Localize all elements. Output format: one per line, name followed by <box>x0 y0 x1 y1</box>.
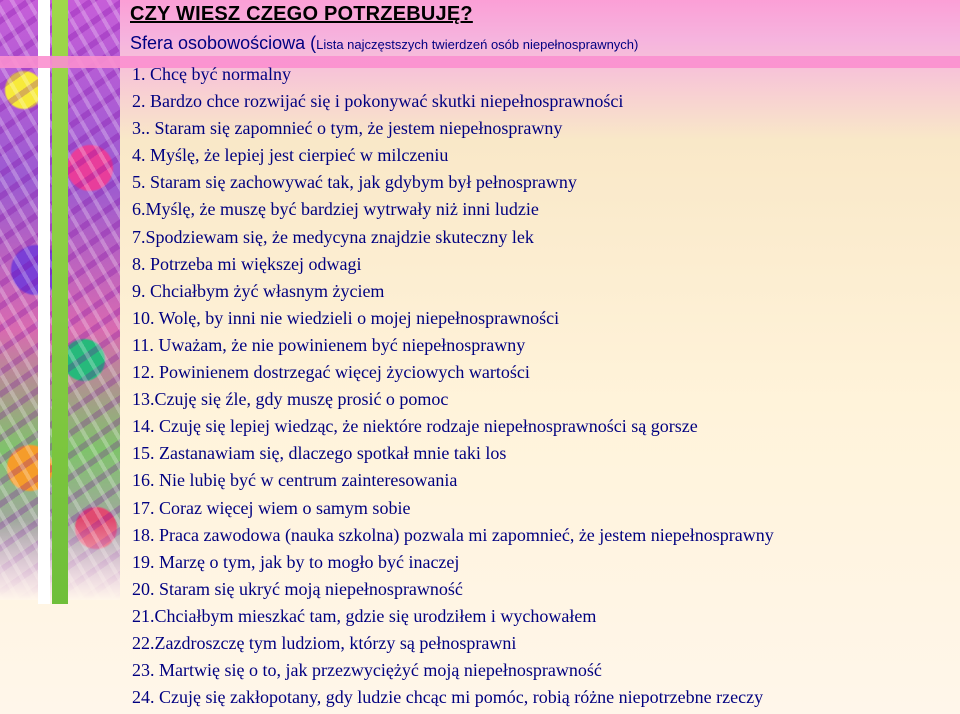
page-title: CZY WIESZ CZEGO POTRZEBUJĘ? <box>130 3 473 25</box>
list-item: 18. Praca zawodowa (nauka szkolna) pozwala mi zapomnieć, że jestem niepełnosprawny <box>132 524 774 545</box>
statement-list <box>132 61 774 711</box>
list-item: 12. Powinienem dostrzegać więcej życiowych wartości <box>132 362 530 383</box>
list-item: 24. Czuję się zakłopotany, gdy ludzie chcąc mi pomóc, robią różne niepotrzebne rzeczy <box>132 687 764 708</box>
subtitle-note: Lista najczęstszych twierdzeń osób niepełnosprawnych) <box>316 37 639 52</box>
list-item: 1. Chcę być normalny <box>132 64 291 84</box>
list-item: 21.Chciałbym mieszkać tam, gdzie się urodziłem i wychowałem <box>132 605 597 626</box>
subtitle-main: Sfera osobowościowa ( <box>130 33 317 53</box>
list-item: 19. Marzę o tym, jak by to mogło być inaczej <box>132 551 460 572</box>
list-item: 15. Zastanawiam się, dlaczego spotkał mnie taki los <box>132 443 507 464</box>
list-item: 6.Myślę, że muszę być bardziej wytrwały niż inni ludzie <box>132 199 539 220</box>
list-item: 9. Chciałbym żyć własnym życiem <box>132 280 385 301</box>
list-item: 3.. Staram się zapomnieć o tym, że jestem niepełnosprawny <box>132 118 563 139</box>
list-item: 17. Coraz więcej wiem o samym sobie <box>132 497 411 518</box>
decorative-stripe-green <box>52 0 68 604</box>
list-item: 16. Nie lubię być w centrum zainteresowania <box>132 470 458 491</box>
decorative-stripe-white <box>38 0 50 604</box>
list-item: 8. Potrzeba mi większej odwagi <box>132 253 362 274</box>
subtitle <box>130 33 638 54</box>
list-item: 13.Czuję się źle, gdy muszę prosić o pomoc <box>132 389 449 410</box>
list-item: 22.Zazdroszczę tym ludziom, którzy są pełnosprawni <box>132 632 517 653</box>
list-item: 7.Spodziewam się, że medycyna znajdzie skuteczny lek <box>132 226 534 247</box>
list-item: 4. Myślę, że lepiej jest cierpieć w milczeniu <box>132 145 449 166</box>
list-item: 2. Bardzo chce rozwijać się i pokonywać skutki niepełnosprawności <box>132 91 624 112</box>
list-item: 20. Staram się ukryć moją niepełnosprawność <box>132 578 463 599</box>
list-item: 10. Wolę, by inni nie wiedzieli o mojej niepełnosprawności <box>132 307 560 328</box>
list-item: 5. Staram się zachowywać tak, jak gdybym był pełnosprawny <box>132 172 577 193</box>
list-item: 11. Uważam, że nie powinienem być niepełnosprawny <box>132 334 526 355</box>
list-item: 23. Martwię się o to, jak przezwyciężyć moją niepełnosprawność <box>132 660 602 681</box>
list-item: 14. Czuję się lepiej wiedząc, że niektóre rodzaje niepełnosprawności są gorsze <box>132 416 698 437</box>
